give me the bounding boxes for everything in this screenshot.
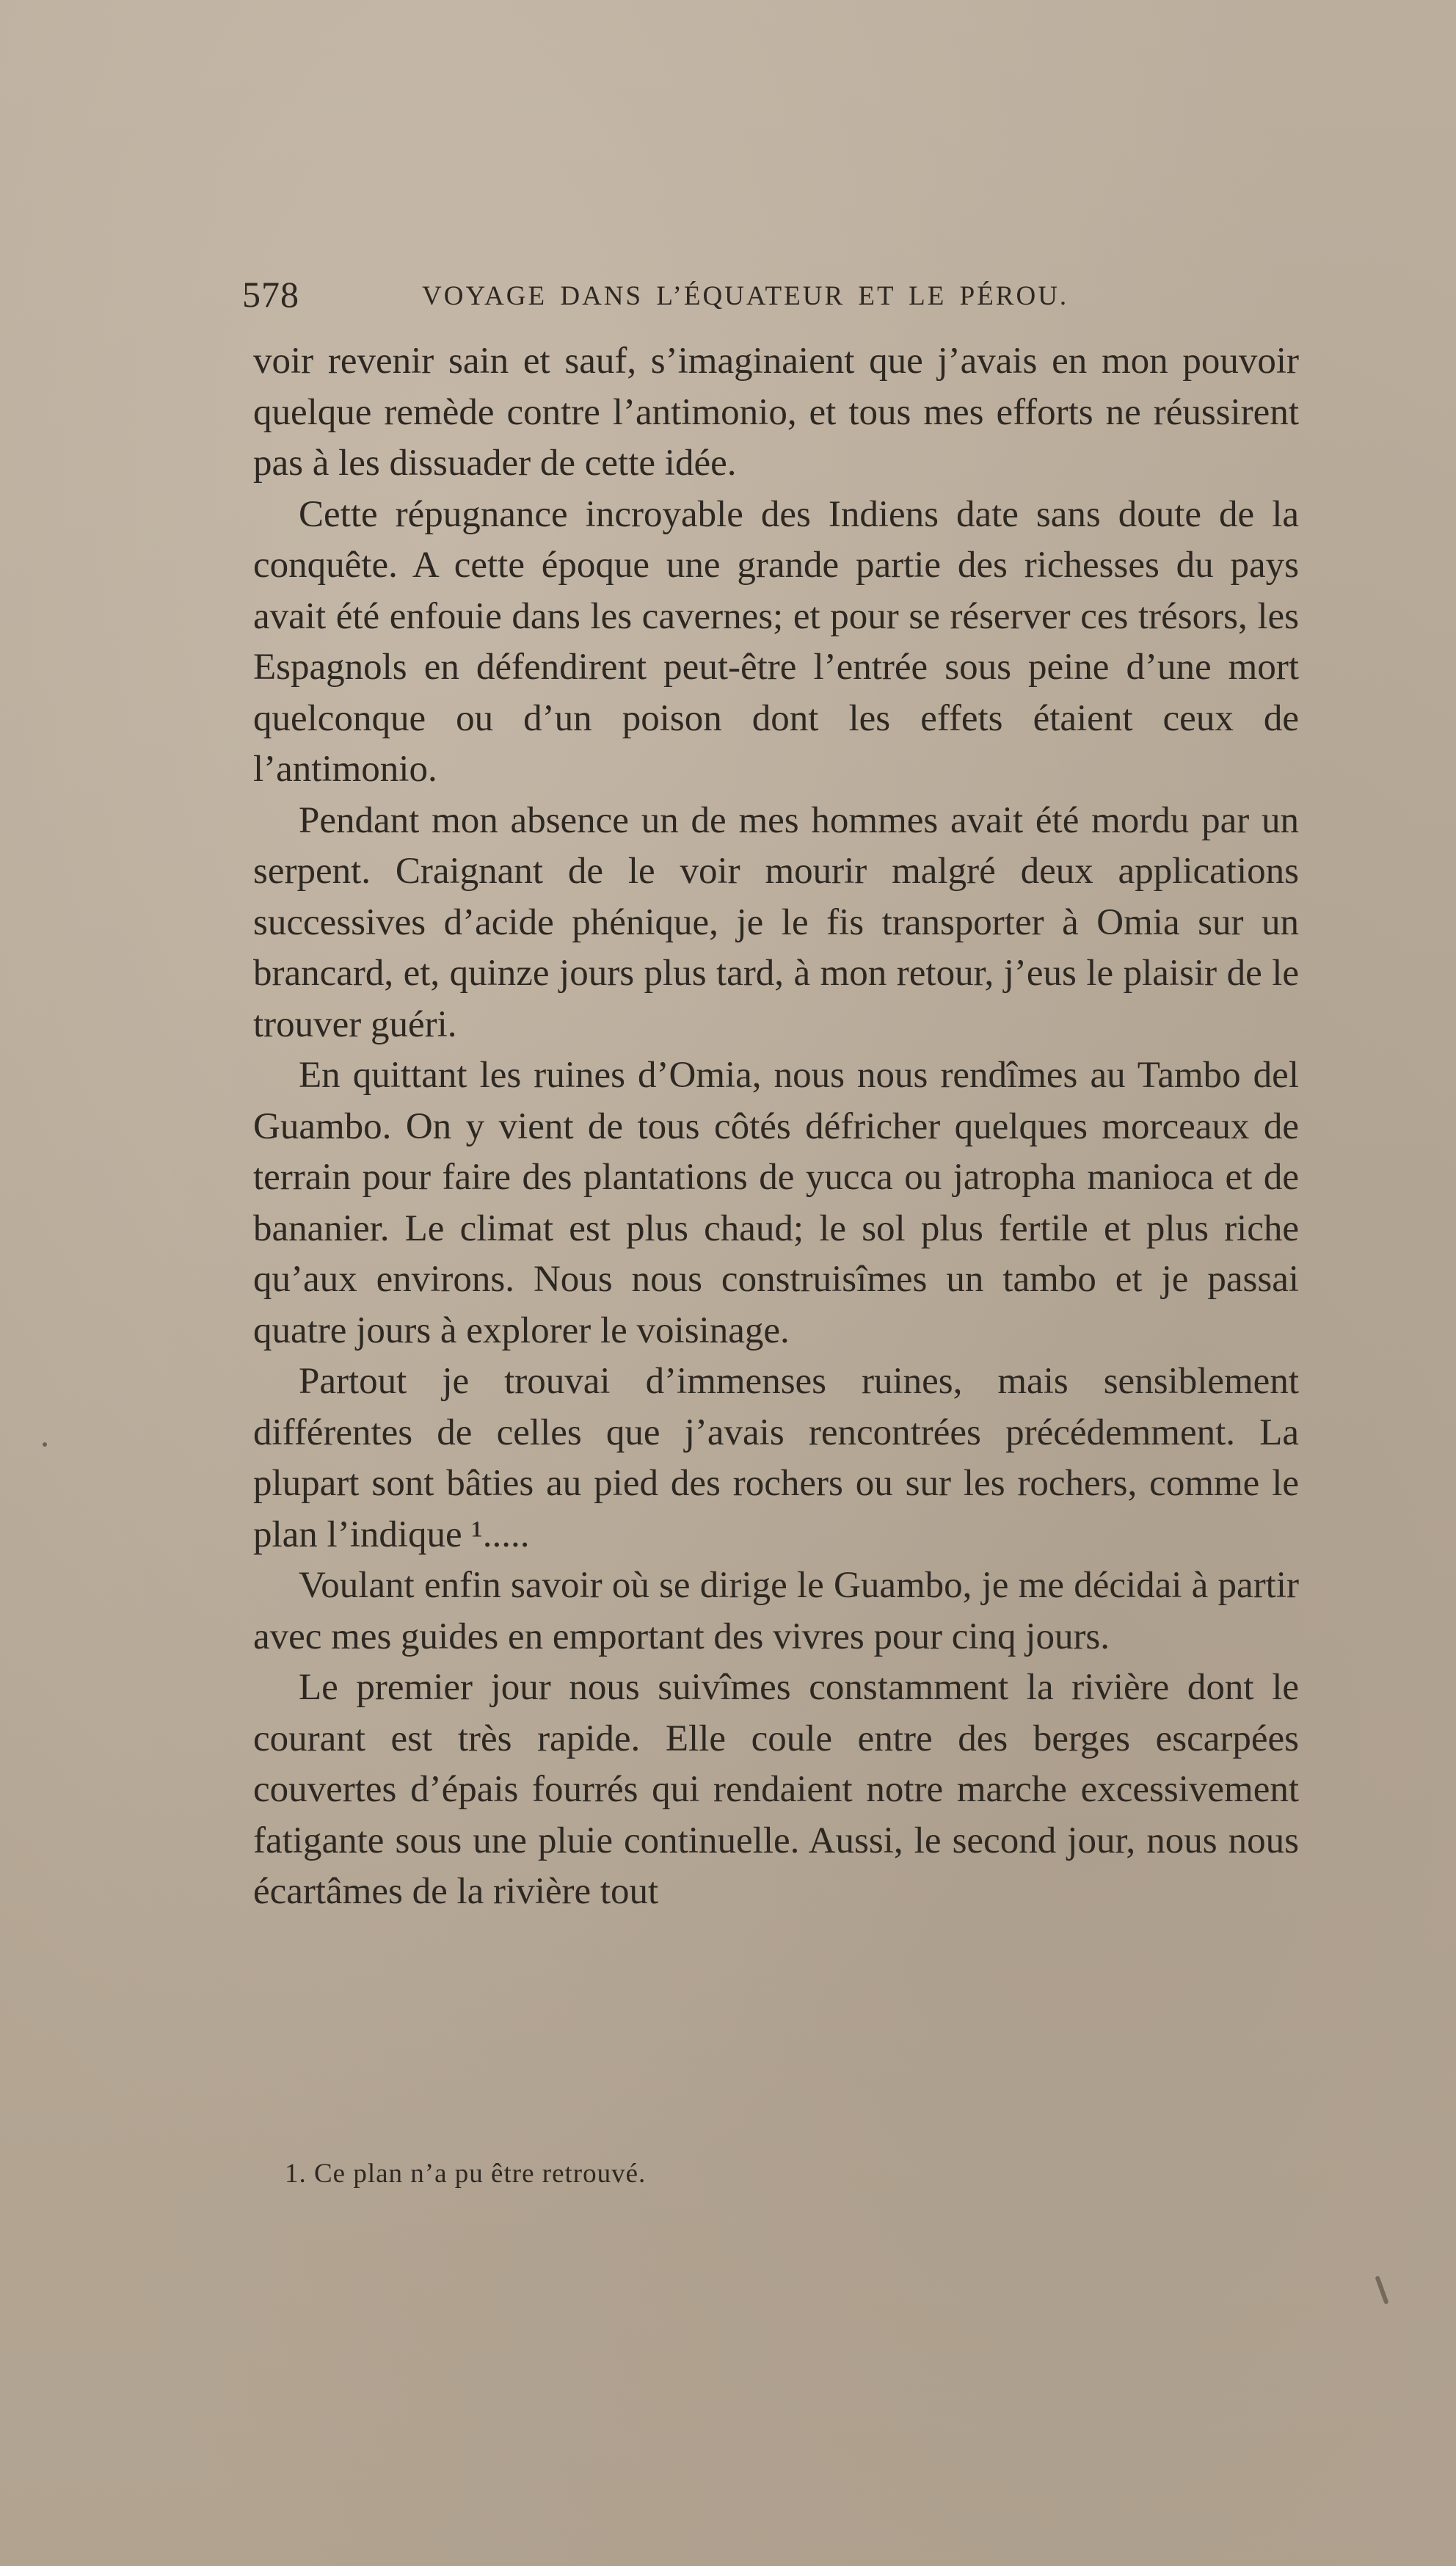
footnote: 1. Ce plan n’a pu être retrouvé.: [285, 2159, 647, 2189]
paragraph: Partout je trouvai d’immenses ruines, mais sensiblement différentes de celles que j’avais rencontrées précédemment. La plupart sont bâties au pied des rochers ou sur les rochers, comme le plan l’indique ¹.....: [253, 1361, 1299, 1555]
paragraph: Pendant mon absence un de mes hommes avait été mordu par un serpent. Craignant de le voir mourir malgré deux applications successives d’acide phénique, je le fis transporter à Omia sur un brancard, et, quinze jours plus tard, à mon retour, j’eus le plaisir de le trouver guéri.: [253, 799, 1299, 1045]
body-text: [253, 336, 1299, 1918]
paper-stain: [1375, 2275, 1388, 2305]
running-title: VOYAGE DANS L’ÉQUATEUR ET LE PÉROU.: [422, 281, 1069, 311]
paragraph: Le premier jour nous suivîmes constamment la rivière dont le courant est très rapide. Elle coule entre des berges escarpées couvertes d’épais fourrés qui rendaient notre marche excessivement fatigante sous une pluie continuelle. Aussi, le second jour, nous nous écartâmes de la rivière tout: [253, 1667, 1299, 1912]
page-number: 578: [242, 274, 299, 315]
paragraph: Voulant enfin savoir où se dirige le Guambo, je me décidai à partir avec mes guides en emportant des vivres pour cinq jours.: [253, 1565, 1299, 1657]
paragraph-continued: voir revenir sain et sauf, s’imaginaient que j’avais en mon pouvoir quelque remède contre l’antimonio, et tous mes efforts ne réussirent pas à les dissuader de cette idée.: [253, 341, 1299, 484]
running-head: [242, 273, 1299, 324]
paragraph: En quittant les ruines d’Omia, nous nous rendîmes au Tambo del Guambo. On y vient de tous côtés défricher quelques morceaux de terrain pour faire des plantations de yucca ou jatropha manioca et de bananier. Le climat est plus chaud; le sol plus fertile et plus riche qu’aux environs. Nous nous construisîmes un tambo et je passai quatre jours à explorer le voisinage.: [253, 1055, 1299, 1351]
paragraph: Cette répugnance incroyable des Indiens date sans doute de la conquête. A cette époque une grande partie des richesses du pays avait été enfouie dans les cavernes; et pour se réserver ces trésors, les Espagnols en défendirent peut-être l’entrée sous peine d’une mort quelconque ou d’un poison dont les effets étaient ceux de l’antimonio.: [253, 493, 1299, 790]
paper-speck: [43, 1442, 47, 1447]
